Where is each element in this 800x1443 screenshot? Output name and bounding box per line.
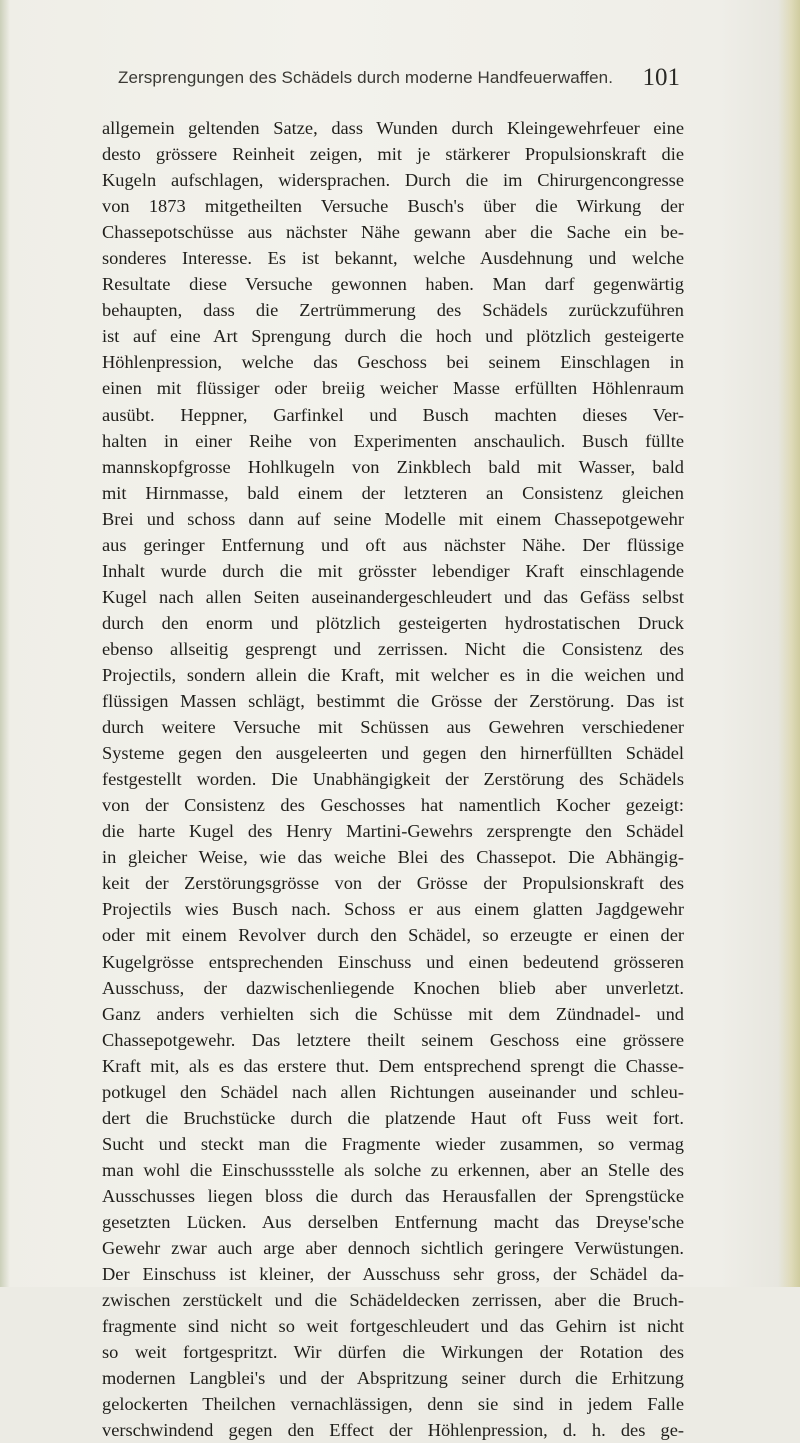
text-line: aus geringer Entfernung und oft aus nächster Nähe. Der flüssige	[102, 534, 684, 555]
text-line: Chassepotschüsse aus nächster Nähe gewann aber die Sache ein be-	[102, 222, 684, 243]
text-line: Inhalt wurde durch die mit grösster lebendiger Kraft einschlagende	[102, 560, 684, 581]
text-line: durch weitere Versuche mit Schüssen aus Gewehren verschiedener	[102, 717, 684, 738]
text-line: von der Consistenz des Geschosses hat namentlich Kocher gezeigt:	[102, 795, 684, 816]
text-line: Kugeln aufschlagen, widersprachen. Durch die im Chirurgencongresse	[102, 170, 684, 191]
text-line: potkugel den Schädel nach allen Richtungen auseinander und schleu-	[102, 1081, 684, 1102]
text-line: Ausschusses liegen bloss die durch das Herausfallen der Sprengstücke	[102, 1185, 684, 1206]
text-line: keit der Zerstörungsgrösse von der Grösse der Propulsionskraft des	[102, 873, 684, 894]
text-line: sonderes Interesse. Es ist bekannt, welche Ausdehnung und welche	[102, 248, 684, 269]
text-line: ebenso allseitig gesprengt und zerrissen. Nicht die Consistenz des	[102, 638, 684, 659]
text-line: gesetzten Lücken. Aus derselben Entfernung macht das Dreyse'sche	[102, 1211, 684, 1232]
text-line: von 1873 mitgetheilten Versuche Busch's über die Wirkung der	[102, 196, 684, 217]
text-line: so weit fortgespritzt. Wir dürfen die Wirkungen der Rotation des	[102, 1342, 684, 1363]
text-line: halten in einer Reihe von Experimenten anschaulich. Busch füllte	[102, 430, 684, 451]
text-line: Kraft mit, als es das erstere thut. Dem entsprechend sprengt die Chasse-	[102, 1055, 684, 1076]
text-line: zwischen zerstückelt und die Schädeldecken zerrissen, aber die Bruch-	[102, 1290, 684, 1311]
text-line: Kugel nach allen Seiten auseinandergeschleudert und das Gefäss selbst	[102, 586, 684, 607]
text-line: man wohl die Einschussstelle als solche zu erkennen, aber an Stelle des	[102, 1159, 684, 1180]
page-header	[118, 64, 678, 94]
text-line: Höhlenpression, welche das Geschoss bei seinem Einschlagen in	[102, 352, 684, 373]
page-number: 101	[642, 64, 680, 91]
text-line: Ganz anders verhielten sich die Schüsse mit dem Zündnadel- und	[102, 1003, 684, 1024]
text-line: desto grössere Reinheit zeigen, mit je stärkerer Propulsionskraft die	[102, 144, 684, 165]
text-line: flüssigen Massen schlägt, bestimmt die Grösse der Zerstörung. Das ist	[102, 691, 684, 712]
text-line: mit Hirnmasse, bald einem der letzteren an Consistenz gleichen	[102, 482, 684, 503]
text-line: einen mit flüssiger oder breiig weicher Masse erfüllten Höhlenraum	[102, 378, 684, 399]
text-line: ist auf eine Art Sprengung durch die hoch und plötzlich gesteigerte	[102, 326, 684, 347]
text-line: Resultate diese Versuche gewonnen haben. Man darf gegenwärtig	[102, 274, 684, 295]
text-line: Projectils, sondern allein die Kraft, mit welcher es in die weichen und	[102, 664, 684, 685]
page-right-edge-tint	[778, 0, 800, 1287]
text-line: fragmente sind nicht so weit fortgeschleudert und das Gehirn ist nicht	[102, 1316, 684, 1337]
text-line: verschwindend gegen den Effect der Höhlenpression, d. h. des ge-	[102, 1420, 684, 1441]
text-line: festgestellt worden. Die Unabhängigkeit der Zerstörung des Schädels	[102, 769, 684, 790]
text-line: Sucht und steckt man die Fragmente wieder zusammen, so vermag	[102, 1133, 684, 1154]
text-line: Der Einschuss ist kleiner, der Ausschuss sehr gross, der Schädel da-	[102, 1264, 684, 1285]
text-line: Kugelgrösse entsprechenden Einschuss und einen bedeutend grösseren	[102, 951, 684, 972]
text-line: die harte Kugel des Henry Martini-Gewehrs zersprengte den Schädel	[102, 821, 684, 842]
text-line: mannskopfgrosse Hohlkugeln von Zinkblech bald mit Wasser, bald	[102, 456, 684, 477]
text-line: Ausschuss, der dazwischenliegende Knochen blieb aber unverletzt.	[102, 977, 684, 998]
text-line: dert die Bruchstücke durch die platzende Haut oft Fuss weit fort.	[102, 1107, 684, 1128]
text-line: Brei und schoss dann auf seine Modelle mit einem Chassepotgewehr	[102, 508, 684, 529]
text-line: oder mit einem Revolver durch den Schädel, so erzeugte er einen der	[102, 925, 684, 946]
text-line: ausübt. Heppner, Garfinkel und Busch machten dieses Ver-	[102, 404, 684, 425]
text-line: Gewehr zwar auch arge aber dennoch sichtlich geringere Verwüstungen.	[102, 1238, 684, 1259]
body-text	[102, 115, 684, 1443]
text-line: Systeme gegen den ausgeleerten und gegen den hirnerfüllten Schädel	[102, 743, 684, 764]
text-line: allgemein geltenden Satze, dass Wunden durch Kleingewehrfeuer eine	[102, 118, 684, 138]
text-line: Projectils wies Busch nach. Schoss er aus einem glatten Jagdgewehr	[102, 899, 684, 920]
text-line: gelockerten Theilchen vernachlässigen, denn sie sind in jedem Falle	[102, 1394, 684, 1415]
text-line: in gleicher Weise, wie das weiche Blei des Chassepot. Die Abhängig-	[102, 847, 684, 868]
running-title: Zersprengungen des Schädels durch moderne Handfeuerwaffen.	[118, 68, 614, 87]
text-line: Chassepotgewehr. Das letztere theilt seinem Geschoss eine grössere	[102, 1029, 684, 1050]
text-line: behaupten, dass die Zertrümmerung des Schädels zurückzuführen	[102, 300, 684, 321]
page-left-edge-shadow	[0, 0, 10, 1287]
text-line: modernen Langblei's und der Abspritzung seiner durch die Erhitzung	[102, 1368, 684, 1389]
text-line: durch den enorm und plötzlich gesteigerten hydrostatischen Druck	[102, 612, 684, 633]
